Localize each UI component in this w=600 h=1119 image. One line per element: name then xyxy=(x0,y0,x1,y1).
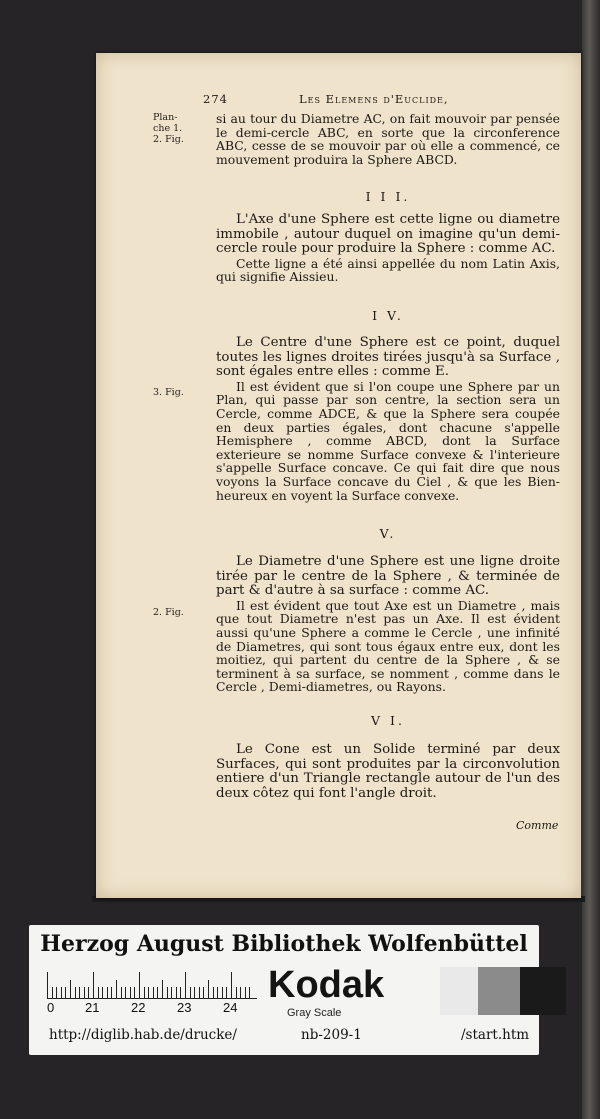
url-base: http://diglib.hab.de/drucke/ xyxy=(49,1027,237,1043)
section-6-definition: Le Cone est un Solide terminé par deux Surfaces, qui sont produites par la circonvolution entiere d'un Triangle rectangle autour de l'un des deux côtez qui font l'angle droit. xyxy=(216,742,560,801)
ruler-tick xyxy=(98,987,99,998)
ruler-tick xyxy=(217,987,218,998)
catchword: Comme xyxy=(516,819,559,832)
gray-swatch-dark xyxy=(520,967,566,1015)
section-5-note: Il est évident que tout Axe est un Diametre , mais que tout Diametre n'est pas un Axe. Il est évident aussi qu'une Sphere a comme le Cercle , une infinité de Diametres, qui sont tous égaux entre eux, dont les moitiez, qui partent du centre de la Sphere , & se terminent à sa surface, se nomment , comme dans le Cercle , Demi-diametres, ou Rayons. xyxy=(216,597,560,695)
url-row xyxy=(29,1027,539,1049)
ruler-tick xyxy=(231,972,232,998)
ruler-tick xyxy=(194,987,195,998)
url-id: nb-209-1 xyxy=(301,1027,362,1043)
section-5-body xyxy=(216,555,560,694)
margin-note-fig3: 3. Fig. xyxy=(153,387,184,398)
ruler-tick xyxy=(148,987,149,998)
ruler-tick xyxy=(222,987,223,998)
ruler-tick xyxy=(139,972,140,998)
ruler-tick xyxy=(65,987,66,998)
section-3-body xyxy=(216,213,560,284)
ruler-tick xyxy=(134,987,135,998)
ruler-tick xyxy=(144,987,145,998)
margin-note-plate: Plan- che 1. 2. Fig. xyxy=(153,112,184,145)
gray-swatch-white xyxy=(395,967,440,1015)
ruler-tick xyxy=(180,987,181,998)
section-5-definition: Le Diametre d'une Sphere est une ligne droite tirée par le centre de la Sphere , & terminée de part & d'autre à sa surface : comme AC. xyxy=(216,554,560,599)
ruler-tick xyxy=(88,987,89,998)
running-title: Les Elemens d'Euclide, xyxy=(299,92,449,106)
ruler-tick xyxy=(199,987,200,998)
running-head xyxy=(203,90,563,110)
ruler-tick xyxy=(236,987,237,998)
ruler-number: 0 xyxy=(47,1000,55,1015)
ruler-tick xyxy=(93,972,94,998)
ruler-tick xyxy=(167,987,168,998)
section-4-note: Il est évident que si l'on coupe une Sphere par un Plan, qui passe par son centre, la section sera un Cercle, comme ADCE, & que la Sphere sera coupée en deux parties égales, dont chacune s'appelle Hemisphere , comme ABCD, dont la Surface exterieure se nomme Surface convexe & l'interieure s'appelle Surface concave. Ce qui fait dire que nous voyons la Surface concave du Ciel , & que les Bien-heureux en voyent la Surface convexe. xyxy=(216,378,560,503)
ruler-tick xyxy=(116,980,117,998)
ruler-tick xyxy=(75,987,76,998)
kodak-logo: Kodak xyxy=(268,964,385,1006)
ruler-tick xyxy=(70,980,71,998)
ruler-number: 23 xyxy=(177,1000,192,1015)
ruler-scale xyxy=(47,968,257,999)
ruler-tick xyxy=(125,987,126,998)
ruler-tick xyxy=(130,987,131,998)
gray-scale-label: Gray Scale xyxy=(287,1007,342,1019)
ruler-tick xyxy=(185,972,186,998)
section-heading-3: I I I. xyxy=(365,189,411,204)
section-heading-5: V. xyxy=(379,526,397,541)
library-plate xyxy=(29,925,539,1055)
ruler-tick xyxy=(56,987,57,998)
book-edge xyxy=(582,0,600,1119)
ruler-tick xyxy=(107,987,108,998)
ruler-tick xyxy=(203,987,204,998)
ruler-tick xyxy=(61,987,62,998)
ruler-tick xyxy=(52,987,53,998)
book-page xyxy=(96,53,581,898)
gray-swatch-mid xyxy=(478,967,520,1015)
ruler-tick xyxy=(171,987,172,998)
margin-note-fig2: 2. Fig. xyxy=(153,607,184,618)
ruler-tick xyxy=(47,972,48,998)
ruler-number: 21 xyxy=(85,1000,100,1015)
section-heading-6: V I. xyxy=(371,713,405,728)
ruler-tick xyxy=(79,987,80,998)
ruler-tick xyxy=(226,987,227,998)
ruler-tick xyxy=(208,980,209,998)
ruler-number: 24 xyxy=(223,1000,238,1015)
ruler-tick xyxy=(157,987,158,998)
ruler-tick xyxy=(249,987,250,998)
ruler-tick xyxy=(102,987,103,998)
ruler-number: 22 xyxy=(131,1000,146,1015)
ruler-tick xyxy=(84,987,85,998)
section-4-definition: Le Centre d'une Sphere est ce point, duquel toutes les lignes droites tirées jusqu'à sa Surface , sont égales entre elles : comme E. xyxy=(216,335,560,380)
ruler-tick xyxy=(121,987,122,998)
section-heading-4: I V. xyxy=(372,308,404,323)
ruler-tick xyxy=(213,987,214,998)
section-4-body xyxy=(216,336,560,502)
ruler-tick xyxy=(190,987,191,998)
ruler-tick xyxy=(240,987,241,998)
url-end: /start.htm xyxy=(461,1027,530,1043)
ruler-tick xyxy=(153,987,154,998)
gray-swatch-light xyxy=(440,967,478,1015)
intro-text: si au tour du Diametre AC, on fait mouvoir par pensée le demi-cercle ABC, en sorte que la circonference ABC, cesse de se mouvoir par où elle a commencé, ce mouvement produira la Sphere ABCD. xyxy=(216,111,560,167)
section-3-note: Cette ligne a été ainsi appellée du nom Latin Axis, qui signifie Aissieu. xyxy=(216,255,560,285)
ruler-tick xyxy=(245,987,246,998)
ruler-tick xyxy=(176,987,177,998)
ruler-tick xyxy=(162,980,163,998)
intro-paragraph xyxy=(216,112,560,166)
ruler-numbers xyxy=(47,1000,267,1016)
section-3-definition: L'Axe d'une Sphere est cette ligne ou diametre immobile , autour duquel on imagine qu'un demi-cercle roule pour produire la Sphere : comme AC. xyxy=(216,212,560,257)
ruler-tick xyxy=(111,987,112,998)
section-6-body xyxy=(216,743,560,801)
page-number: 274 xyxy=(203,92,228,106)
library-name: Herzog August Bibliothek Wolfenbüttel xyxy=(40,931,528,957)
